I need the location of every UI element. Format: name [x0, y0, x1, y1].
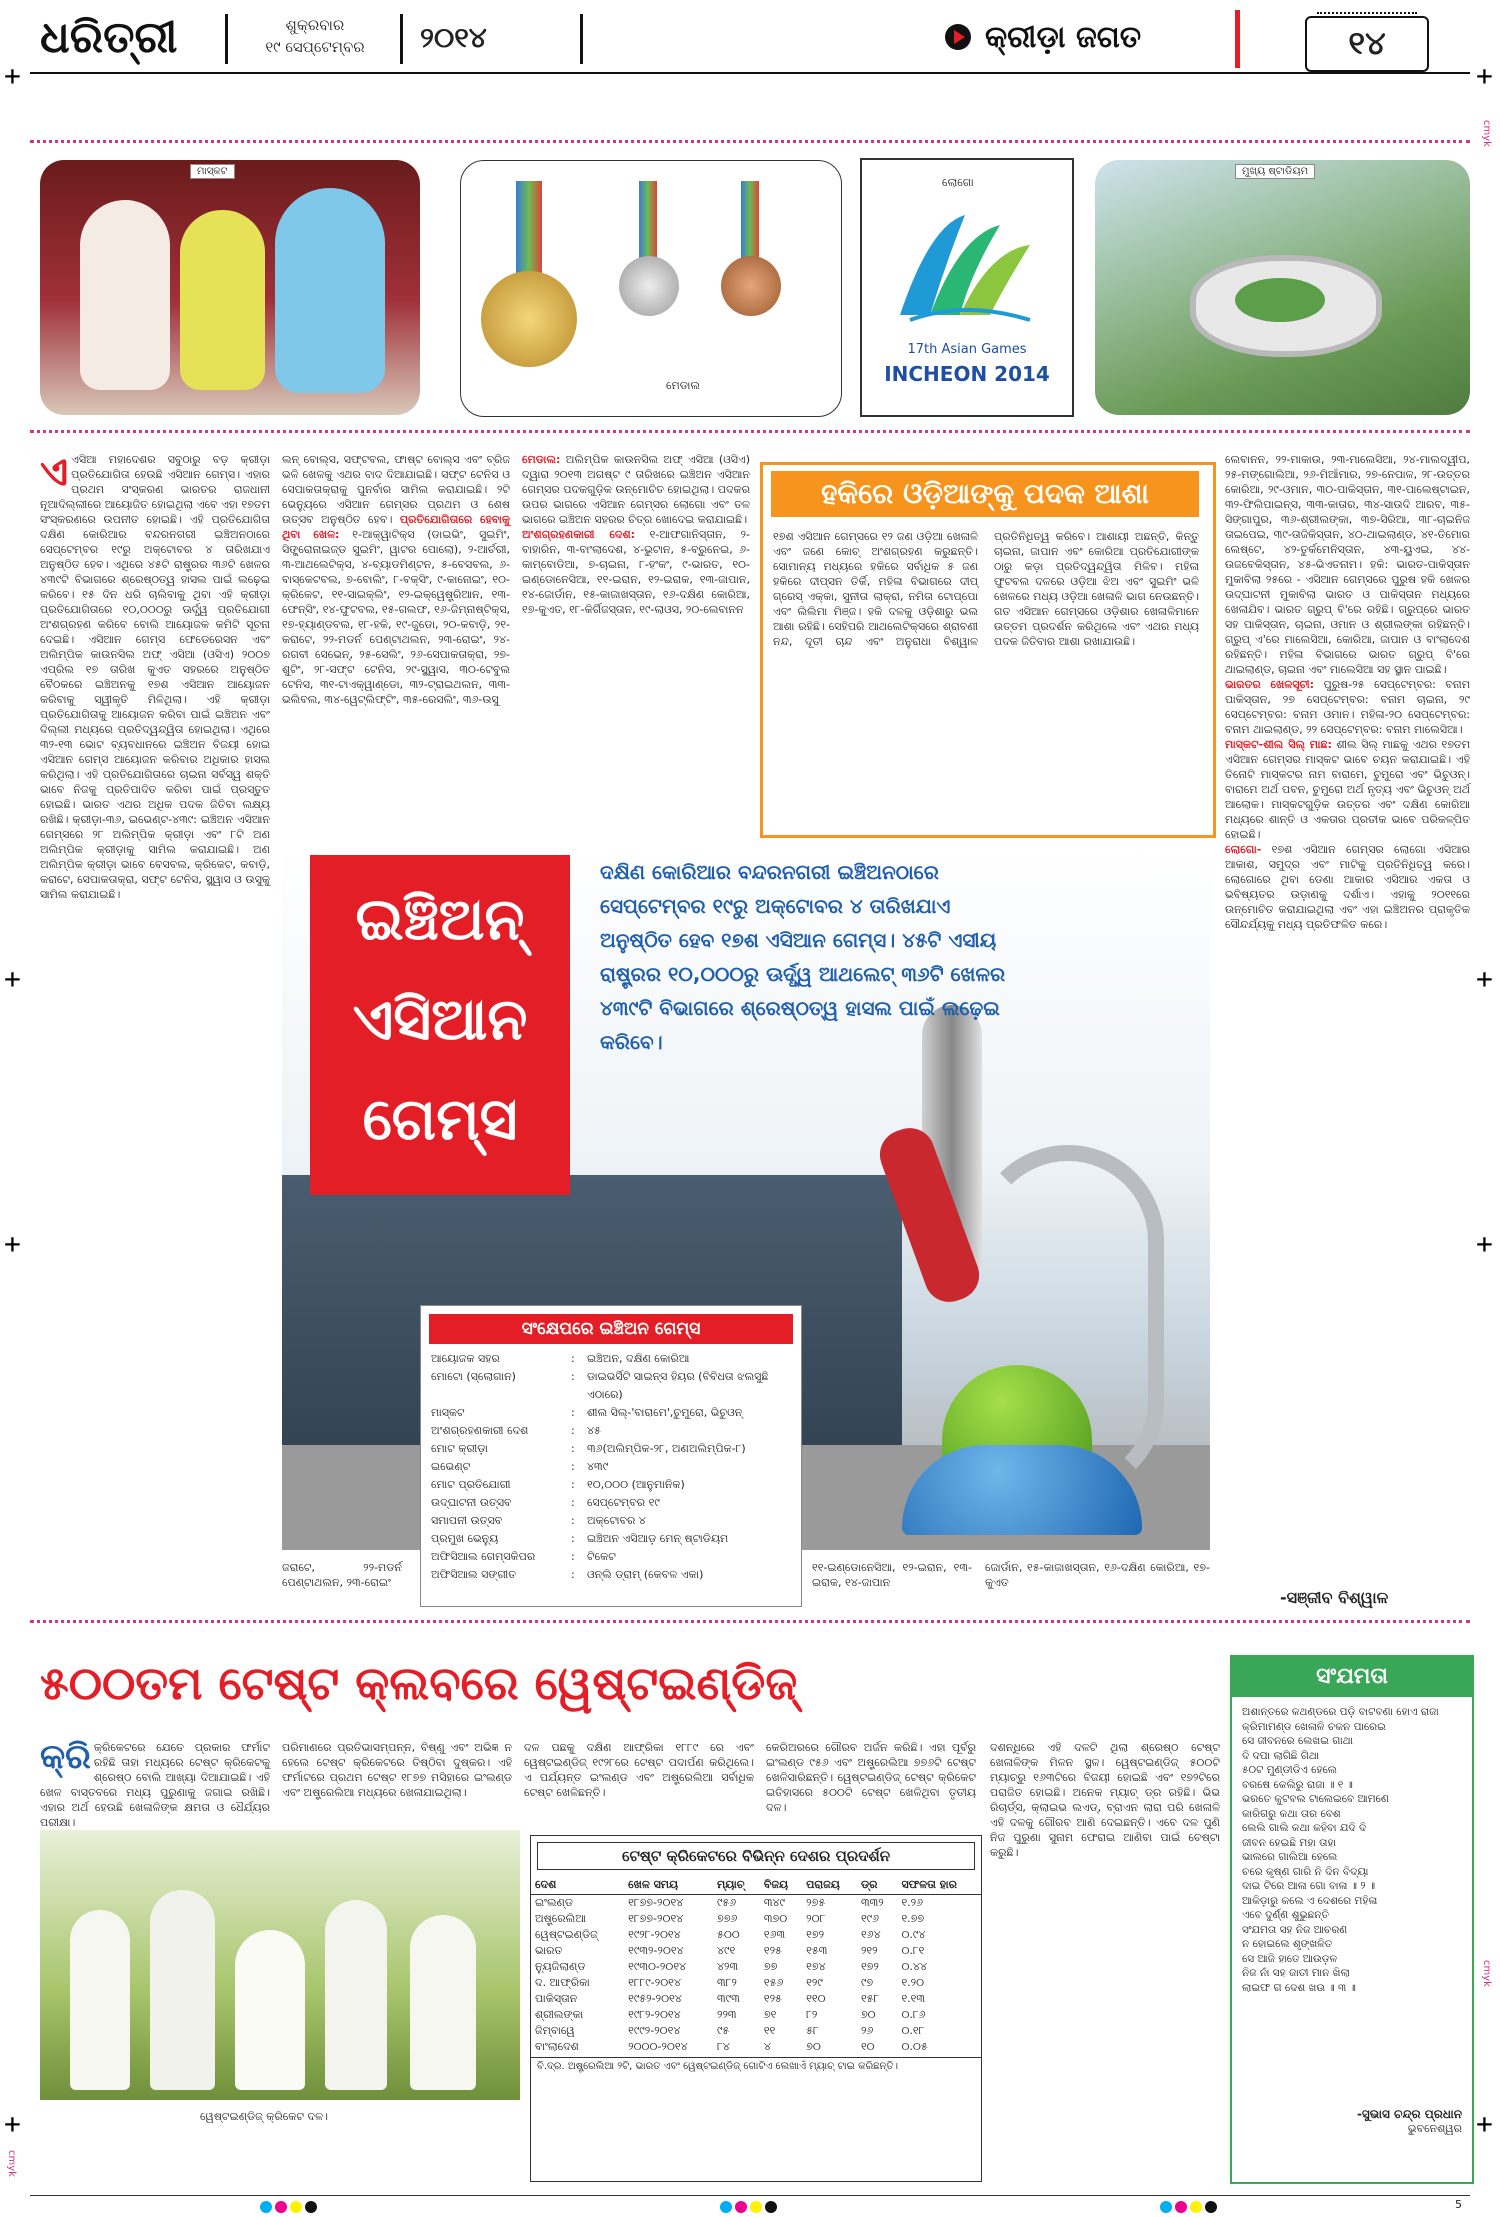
summary-value: ଟିକେଟ: [587, 1550, 616, 1563]
table-cell: ୧.୧୩: [901, 1992, 926, 2005]
summary-colon: :: [571, 1514, 575, 1527]
table-cell: ଦ. ଆଫ୍ରିକା: [535, 1976, 590, 1989]
article-column-1: [40, 449, 270, 1582]
table-header-cell: ମ୍ୟାଚ୍: [713, 1876, 760, 1895]
column-2-intro: ଲନ୍ ବୋଲ୍ସ, ସଫ୍ଟବଲ, ଫାଷ୍ଟ ବୋଲ୍ସ ଏବଂ ବ୍ରିଜ ଭଳି ଖେଳକୁ ଏଥର ବାଦ ଦିଆଯାଇଛି। ସଫ୍ଟ ଟେନିସ ଓ ସେପାକତାକ୍ରାକୁ ପୁନର୍ବାର ସାମିଲ କରାଯାଇଛି। ୨ଟି ଭେନ୍ୟୁରେ ଏସିଆନ ଗେମ୍ସର ପ୍ରଥମ ଓ ଶେଷ ଉତ୍ସବ ଅନୁଷ୍ଠିତ ହେବ।: [282, 453, 510, 526]
table-cell: ୦.୮୬: [901, 2008, 926, 2021]
paper-name: ଧରିତ୍ରୀ: [40, 12, 178, 63]
table-cell: ୭୧: [763, 2008, 777, 2021]
table-row: [531, 1895, 981, 1912]
hockey-box-title: ହକିରେ ଓଡ଼ିଆଙ୍କୁ ପଦକ ଆଶା: [771, 471, 1199, 517]
table-cell: ଶ୍ରୀଲଙ୍କା: [535, 2008, 584, 2021]
article-column-2: [282, 452, 510, 842]
countries-heading: ଅଂଶଗ୍ରହଣକାରୀ ଦେଶ:: [522, 528, 636, 541]
table-row: [531, 1943, 981, 1959]
registration-mark: +: [4, 1227, 21, 1260]
summary-value: ୪୩୯: [587, 1460, 609, 1473]
registration-mark: +: [4, 2107, 21, 2140]
summary-key: ଅଫିସିଆଲ ସଙ୍ଗୀତ: [431, 1568, 517, 1581]
table-cell: ୧୯୩୦-୨୦୧୪: [628, 1960, 687, 1973]
cmyk-mark: cmyk: [6, 2150, 17, 2177]
table-cell: ଅଷ୍ଟ୍ରେଲିଆ: [535, 1912, 586, 1925]
calendar-rings: [1317, 12, 1417, 22]
folio-number: 5: [1455, 2198, 1462, 2211]
table-cell: ଜିମ୍ବାୱେ: [535, 2024, 575, 2037]
table-header-cell: ସଫଳତା ହାର: [897, 1876, 981, 1895]
medal-ribbon: [639, 181, 657, 261]
table-header-row: [531, 1876, 981, 1895]
logo-heading: ଲୋଗୋ-: [1225, 843, 1262, 856]
table-row: [531, 1911, 981, 1927]
dotted-rule: [30, 1620, 1470, 1623]
test-stats-title: ଟେଷ୍ଟ କ୍ରିକେଟରେ ବିଭିନ୍ନ ଦେଶର ପ୍ରଦର୍ଶନ: [537, 1842, 975, 1870]
summary-colon: :: [571, 1352, 575, 1365]
summary-colon: :: [571, 1442, 575, 1455]
table-header-cell: ଦେଶ: [531, 1876, 624, 1895]
table-cell: ୧୮୭୭-୨୦୧୪: [628, 1896, 684, 1909]
table-cell: ୧୬୩: [763, 1928, 786, 1941]
table-cell: ୧୨୫: [763, 1944, 782, 1957]
summary-colon: :: [571, 1370, 575, 1383]
column-6-text: ଲେବାନନ, ୨୨-ମାକାଉ, ୨୩-ମାଲେସିଆ, ୨୪-ମାଲଦ୍ୱୀପ, ୨୫-ମଙ୍ଗୋଲିଆ, ୨୬-ମିଆଁମାର, ୨୭-ନେପାଳ, ୨୮-ଉତ୍ତର କୋରିଆ, ୨୯-ଓମାନ, ୩୦-ପାକିସ୍ତାନ, ୩୧-ପାଲେଷ୍ଟାଇନ, ୩୨-ଫିଲିପାଇନ୍ସ, ୩୩-କାତାର, ୩୪-ସାଉଦି ଆରବ, ୩୫-ସିଙ୍ଗାପୁର, ୩୬-ଶ୍ରୀଲଙ୍କା, ୩୭-ସିରିଆ, ୩୮-ଚାଇନିଜ ତାଇପେଇ, ୩୯-ତାଜିକିସ୍ତାନ, ୪୦-ଥାଇଲାଣ୍ଡ, ୪୧-ତିମୋର ଲେଷ୍ଟେ, ୪୨-ତୁର୍କମେନିସ୍ତାନ, ୪୩-ୟୁଏଇ, ୪୪-ଉଜବେକିସ୍ତାନ, ୪୫-ଭିଏତନାମ। ହକି: ଭାରତ-ପାକିସ୍ତାନ ମୁକାବିଲା ୨୫ରେ - ଏସିଆନ ଗେମ୍ସରେ ପୁରୁଷ ହକି ଖେଳର ଉଦ୍‌ଘାଟନୀ ମୁକାବିଲା ଭାରତ ଓ ପାକିସ୍ତାନ ମଧ୍ୟରେ ଖେଳାଯିବ। ଭାରତ ଗ୍ରୁପ୍ ବି'ରେ ରହିଛି। ଗ୍ରୁପ୍‌ରେ ଭାରତ ସହ ପାକିସ୍ତାନ, ଚାଇନା, ଓମାନ ଓ ଶ୍ରୀଲଙ୍କା ରହିଛନ୍ତି। ଗ୍ରୁପ୍ ଏ'ରେ ମାଲେସିଆ, କୋରିଆ, ଜାପାନ ଓ ବାଂଲାଦେଶ ରହିଛନ୍ତି। ମହିଳା ବିଭାଗରେ ଭାରତ ଗ୍ରୁପ୍ ବି'ରେ ଥାଇଲାଣ୍ଡ, ଚାଇନା ଏବଂ ମାଲେସିଆ ସହ ସ୍ଥାନ ପାଇଛି।: [1225, 453, 1470, 676]
masthead: [40, 10, 1460, 70]
mascot-photo: [40, 160, 420, 415]
table-cell: ୧୯୫୨-୨୦୧୪: [628, 1992, 682, 2005]
article-column-3: [522, 452, 750, 842]
page-number: ୧୪: [1348, 24, 1386, 62]
summary-key: ପ୍ରମୁଖ ଭେନ୍ୟୁ: [431, 1532, 499, 1545]
table-cell: ୩୪୯: [763, 1896, 786, 1909]
table-cell: ଭାରତ: [535, 1944, 563, 1957]
table-cell: ୧୫୮: [860, 1992, 880, 2005]
mascot-heading: ମାସ୍କଟ-ଶୀଲ ସିଲ୍ ମାଛ:: [1225, 738, 1332, 751]
table-cell: ୧୧: [763, 2024, 776, 2037]
table-cell: ୧୯୯୨-୨୦୧୪: [628, 2024, 681, 2037]
table-cell: ୧୭୨: [860, 1960, 879, 1973]
table-cell: ୭୭: [763, 1960, 778, 1973]
windies-col-1: [40, 1737, 270, 1829]
feature-bottom-col-1: ଜରାଟେ, ୨୨-ମଡର୍ନ ପେଣ୍ଟାଥଲନ, ୨୩-ରୋଇଂ: [282, 1561, 402, 1589]
byline: -ସଞ୍ଜୀବ ବିଶ୍ୱାଳ: [1280, 1588, 1389, 1607]
table-row: [531, 2007, 981, 2023]
windies-col-5: ଦଶନ୍ଧିରେ ଏହି ଦଳଟି ଥିଲା ଶ୍ରେଷ୍ଠ ଟେଷ୍ଟ ଖେଳାଳିଙ୍କ ମିଳନ ସ୍ଥଳ। ୱେଷ୍ଟଇଣ୍ଡିଜ୍ ୫୦୦ଟି ମ୍ୟାଚ୍‌ରୁ ୧୬୩ଟିରେ ବିଜୟୀ ହୋଇଛି ଏବଂ ୧୭୨ଟିରେ ପରାଜିତ ହୋଇଛି। ଅନେକ ମ୍ୟାଚ୍ ଡ୍ର ରହିଛି। ଭିଭ ରିଚାର୍ଡ୍ସ, କ୍ଲାଇଭ ଲଏଡ୍, ବ୍ରାଏନ ଲାରା ପରି ଖେଳାଳି ଏହି ଦଳକୁ ଗୌରବ ଆଣି ଦେଇଛନ୍ତି। ଏବେ ଦଳ ପୁଣି ନିଜ ପୁରୁଣା ସୁନାମ ଫେରାଇ ଆଣିବା ପାଇଁ ଚେଷ୍ଟା କରୁଛି।: [990, 1741, 1220, 1859]
asian-games-logo-icon: [890, 205, 1040, 335]
date-label: ୧୯ ସେପ୍ଟେମ୍ବର: [265, 38, 365, 56]
drop-cap: ଏ: [40, 449, 69, 495]
table-cell: ୮୪: [716, 2040, 730, 2053]
player-figure: [70, 1910, 130, 2090]
summary-key: ମୋଟ କ୍ରୀଡ଼ା: [431, 1442, 488, 1455]
table-cell: ୦.୯୪: [901, 1928, 926, 1941]
table-cell: ୧୭୪: [806, 1960, 826, 1973]
windies-col-4: କେରିଅରରେ ଗୌରବ ଅର୍ଜନ କରିଛି। ଏହା ପୂର୍ବରୁ ଇଂଲଣ୍ଡ ୯୫୬ ଏବଂ ଅଷ୍ଟ୍ରେଲିଆ ୭୭୬ଟି ଟେଷ୍ଟ ଖେଳିସାରିଛନ୍ତି। ୱେଷ୍ଟଇଣ୍ଡିଜ୍ ଟେଷ୍ଟ କ୍ରିକେଟ ଇତିହାସରେ ୫୦୦ଟି ଟେଷ୍ଟ ଖେଳିଥିବା ତୃତୀୟ ଦଳ।: [766, 1741, 976, 1814]
table-cell: ୩୮୨: [716, 1976, 737, 1989]
summary-row: [431, 1512, 791, 1530]
summary-key: ସମାପନୀ ଉତ୍ସବ: [431, 1514, 503, 1527]
table-row: [531, 1959, 981, 1975]
player-figure: [325, 1900, 387, 2090]
summary-row: [431, 1368, 791, 1404]
summary-key: ମୋଟ ପ୍ରତିଯୋଗୀ: [431, 1478, 511, 1491]
poem-box: [1230, 1655, 1474, 2184]
summary-value: ଓନ୍ଲି ଡ୍ରାମ୍ (କେବଳ ଏକା): [587, 1568, 704, 1581]
play-icon: [945, 24, 971, 50]
stadium-photo: [1095, 160, 1470, 415]
summary-value: ୪୫: [587, 1424, 601, 1437]
table-cell: ୧୨୫: [763, 1992, 782, 2005]
summary-row: [431, 1350, 791, 1368]
summary-colon: :: [571, 1406, 575, 1419]
summary-value: ସେପ୍ଟେମ୍ବର ୧୯: [587, 1496, 660, 1509]
mascot-text: ଶୀଲ ସିଲ୍ ମାଛକୁ ଏଥର ୧୭ତମ ଏସିଆନ ଗେମ୍ସର ମାସ୍କଟ ଭାବେ ଚୟନ କରାଯାଇଛି। ଏହି ତିନୋଟି ମାସ୍କଟର ନାମ ବାରାମେ, ଚୁମୁରୋ ଏବଂ ଭିଚୁଓନ୍। ବାରାମେ ଅର୍ଥ ପବନ, ଚୁମୁରୋ ଅର୍ଥ ନୃତ୍ୟ ଏବଂ ଭିଚୁଓନ୍ ଅର୍ଥ ଆଲୋକ। ମାସ୍କଟଗୁଡ଼ିକ ଉତ୍ତର ଏବଂ ଦକ୍ଷିଣ କୋରିଆ ମଧ୍ୟରେ ଶାନ୍ତି ଓ ଏକତାର ପ୍ରତୀକ ଭାବେ ପରିକଳ୍ପିତ ହୋଇଛି।: [1225, 738, 1471, 841]
schedule-heading: ଭାରତର ଖେଳସୂଚୀ:: [1225, 678, 1315, 691]
poem-place: ଭୁବନେଶ୍ୱର: [1407, 2122, 1462, 2135]
registration-mark: +: [4, 962, 21, 995]
year-label: ୨୦୧୪: [420, 21, 487, 54]
table-cell: ୦.୧୮: [901, 2024, 925, 2037]
summary-key: ମୋଟୋ (ସ୍ଲୋଗାନ): [431, 1370, 516, 1383]
logo-label: ଲୋଗୋ: [942, 176, 974, 189]
stadium-label: ମୁଖ୍ୟ ଷ୍ଟାଡିୟମ: [1235, 164, 1315, 179]
table-cell: ୯୭: [860, 1976, 874, 1989]
table-cell: ୫୮: [806, 2024, 819, 2037]
table-header-cell: ବିଜୟ: [760, 1876, 802, 1895]
column-1-text: ଏସିଆ ମହାଦେଶର ସବୁଠାରୁ ବଡ଼ କ୍ରୀଡ଼ା ପ୍ରତିଯୋଗିତା ହେଉଛି ଏସିଆନ ଗେମ୍ସ। ଏହାର ପ୍ରଥମ ସଂସ୍କରଣ ଭାରତର ରାଜଧାନୀ ନୂଆଦିଲ୍ଲୀରେ ଆୟୋଜିତ ହୋଇଥିଲା ଏବେ ଏହା ୧୭ତମ ସଂସ୍କରଣରେ ଉପନୀତ ହୋଇଛି। ଏହି ପ୍ରତିଯୋଗିତା ଦକ୍ଷିଣ କୋରିଆର ବନ୍ଦରନଗରୀ ଇଞ୍ଚିଅନଠାରେ ସେପ୍ଟେମ୍ବର ୧୯ରୁ ଅକ୍ଟୋବର ୪ ତାରିଖଯାଏ ଅନୁଷ୍ଠିତ ହେବ। ଏଥିରେ ୪୫ଟି ରାଷ୍ଟ୍ରର ୩୬ଟି ଖେଳର ୪୩୯ଟି ବିଭାଗରେ ଶ୍ରେଷ୍ଠତ୍ୱ ହାସଲ ପାଇଁ ଲଢ଼େଇ କରିବେ। ୧୫ ଦିନ ଧରି ଚାଲିବାକୁ ଥିବା ଏହି କ୍ରୀଡ଼ା ପ୍ରତିଯୋଗିତାରେ ୧୦,୦୦୦ରୁ ଊର୍ଦ୍ଧ୍ୱ ପ୍ରତିଯୋଗୀ ଅଂଶଗ୍ରହଣ କରିବେ ବୋଲି ଆୟୋଜକ କମିଟି ସୂଚନା ଦେଇଛି। ଏସିଆନ ଗେମ୍ସ ଫେଡେରେସନ ଏବଂ ଅଲିମ୍ପିକ କାଉନସିଲ ଅଫ୍ ଏସିଆ (ଓସିଏ) ୨୦୦୭ ଏପ୍ରିଲ ୧୭ ତାରିଖ କୁଏତ ସହରରେ ଅନୁଷ୍ଠିତ ବୈଠକରେ ଇଞ୍ଚିଅନକୁ ୧୭ଶ ଏସିଆନ ଆୟୋଜନ କରିବାକୁ ସ୍ୱୀକୃତି ମିଳିଥିଲା। ଏହି କ୍ରୀଡ଼ା ପ୍ରତିଯୋଗିତାକୁ ଆୟୋଜନ କରିବା ପାଇଁ ଇଞ୍ଚିଅନ ଏବଂ ଦିଲ୍ଲୀ ମଧ୍ୟରେ ପ୍ରତିଦ୍ୱନ୍ଦ୍ୱିତା ହୋଇଥିଲା। ଏଥିରେ ୩୨-୧୩ ଭୋଟ ବ୍ୟବଧାନରେ ଇଞ୍ଚିଅନ ବିଜୟୀ ହୋଇ ଏସିଆନ ଗେମ୍ସ ଆୟୋଜନ କରିବାର ଅଧିକାର ହାସଲ କରିଥିଲା। ଏହି ପ୍ରତିଯୋଗିତାରେ ଚାଇନା ସର୍ବସ୍ୱ ଶକ୍ତି ଭାବେ ନିଜକୁ ପ୍ରତିପାଦିତ କରିବା ପାଇଁ ପ୍ରସ୍ତୁତ ହୋଇଛି। ଭାରତ ଏଥର ଅଧିକ ପଦକ ଜିତିବା ଲକ୍ଷ୍ୟ ରଖିଛି। କ୍ରୀଡ଼ା-୩୬, ଇଭେଣ୍ଟ-୪୩୯: ଇଞ୍ଚିଅନ ଏସିଆନ ଗେମ୍ସରେ ୨୮ ଅଲିମ୍ପିକ କ୍ରୀଡ଼ା ଏବଂ ୮ଟି ଅଣ ଅଲିମ୍ପିକ କ୍ରୀଡ଼ାକୁ ସାମିଲ କରାଯାଇଛି। ଅଣ ଅଲିମ୍ପିକ କ୍ରୀଡ଼ା ଭାବେ ବେସବଲ, କ୍ରିକେଟ, କବାଡ଼ି, କରାଟେ, ସେପାକତାକ୍ରା, ସଫ୍ଟ ଟେନିସ, ସ୍କ୍ୱାସ ଓ ଉସୁକୁ ସାମିଲ କରାଯାଇଛି।: [40, 453, 270, 901]
summary-key: ଆୟୋଜକ ସହର: [431, 1352, 500, 1365]
table-cell: ୯୫୬: [716, 1896, 737, 1909]
medal-ribbon: [741, 181, 759, 261]
table-cell: ୨୬: [860, 2024, 874, 2037]
table-cell: ୧୮୮୯-୨୦୧୪: [628, 1976, 681, 1989]
feature-bottom-col-4: ଜୋର୍ଡାନ, ୧୫-କାଜାଖସ୍ତାନ, ୧୬-ଦକ୍ଷିଣ କୋରିଆ, ୧୭-କୁଏତ: [985, 1561, 1210, 1589]
registration-mark: +: [1476, 2107, 1493, 2140]
table-cell: ୧୨୯: [806, 1976, 823, 1989]
summary-colon: :: [571, 1568, 575, 1581]
summary-value: ୧୦,୦୦୦ (ଆନୁମାନିକ): [587, 1478, 685, 1491]
table-cell: ନ୍ୟୁଜିଲାଣ୍ଡ: [535, 1960, 586, 1973]
test-stats-table: [531, 1876, 981, 2055]
table-cell: ୧୦: [860, 2040, 875, 2053]
windies-photo-caption: ୱେଷ୍ଟଇଣ୍ଡିଜ୍ କ୍ରିକେଟ ଦଳ।: [200, 2110, 328, 2123]
test-stats-table-box: [530, 1835, 982, 2182]
table-cell: ୨୦୮: [806, 1912, 826, 1925]
table-header-cell: ଡ୍ର: [857, 1876, 897, 1895]
table-cell: ୨୧୨: [860, 1944, 878, 1957]
windies-col-1-text: କ୍ରିକେଟରେ ଯେତେ ପ୍ରକାର ଫର୍ମାଟ ରହିଛି ତାହା ମଧ୍ୟରେ ଟେଷ୍ଟ କ୍ରିକେଟକୁ ଶ୍ରେଷ୍ଠ ବୋଲି ଆଖ୍ୟା ଦିଆଯାଇଛି। ଏହି ଖେଳ ବାସ୍ତବରେ ମଧ୍ୟ ପୁରୁଣାକୁ ଜଗାଇ ରଖିଛି। ଏହାର ଅର୍ଥ ହେଉଛି ଖେଳାଳିଙ୍କ କ୍ଷମତା ଓ ଧୈର୍ଯ୍ୟର ପରୀକ୍ଷା।: [40, 1741, 270, 1829]
table-cell: ଇଂଲଣ୍ଡ: [535, 1896, 574, 1909]
summary-key: ଅଂଶଗ୍ରହଣକାରୀ ଦେଶ: [431, 1424, 529, 1437]
summary-title: ସଂକ୍ଷେପରେ ଇଞ୍ଚିଅନ ଗେମ୍ସ: [429, 1314, 793, 1344]
summary-row: [431, 1566, 791, 1584]
registration-mark: +: [1476, 1227, 1493, 1260]
table-cell: ୧.୭୭: [901, 1912, 925, 1925]
summary-key: ଅଫିସିଆଲ ଗେମ୍ସକିପର: [431, 1550, 536, 1563]
masthead-rule: [30, 72, 1470, 74]
summary-box: [420, 1305, 802, 1607]
section-accent-bar: [1235, 10, 1240, 68]
gold-medal: [481, 271, 577, 367]
summary-row: [431, 1476, 791, 1494]
table-cell: ୦.୪୪: [901, 1960, 927, 1973]
medal-photo: [460, 160, 842, 417]
table-cell: ୧୫୬: [763, 1976, 784, 1989]
table-cell: ୭୭୬: [716, 1912, 738, 1925]
feature-bottom-col-3: ୧୧-ଇଣ୍ଡୋନେସିଆ, ୧୨-ଇରାନ, ୧୩-ଇରାକ, ୧୪-ଜାପାନ: [812, 1561, 972, 1589]
summary-colon: :: [571, 1478, 575, 1491]
medal-ribbon: [516, 181, 542, 281]
summary-value: ଇଞ୍ଚିଅନ, ଦକ୍ଷିଣ କୋରିଆ: [587, 1352, 690, 1365]
table-cell: ୩୭୦: [763, 1912, 788, 1925]
table-cell: ୩୯୩: [716, 1992, 740, 2005]
hockey-box: [760, 462, 1216, 838]
mascot-figure: [80, 200, 170, 390]
summary-colon: :: [571, 1550, 575, 1563]
table-row: [531, 2023, 981, 2039]
schedule-text: ପୁରୁଷ-୨୫ ସେପ୍ଟେମ୍ବର: ବନାମ ପାକିସ୍ତାନ, ୨୭ ସେପ୍ଟେମ୍ବର: ବନାମ ଚାଇନା, ୨୯ ସେପ୍ଟେମ୍ବର: ବନାମ ଓମାନ। ମହିଳା-୨୦ ସେପ୍ଟେମ୍ବର: ବନାମ ଥାଇଲାଣ୍ଡ, ୨୨ ସେପ୍ଟେମ୍ବର: ବନାମ ମାଲେସିଆ।: [1225, 678, 1470, 736]
summary-value: ଅକ୍ଟୋବର ୪: [587, 1514, 646, 1527]
section-title: କ୍ରୀଡ଼ା ଜଗତ: [985, 20, 1142, 55]
color-bar: [260, 2198, 320, 2217]
table-cell: ୧୧୦: [806, 1992, 826, 2005]
dotted-rule: [30, 140, 1470, 143]
mascot-label: ମାସ୍କଟ: [190, 164, 235, 179]
table-cell: ୪୨୩: [716, 1960, 739, 1973]
registration-mark: +: [4, 59, 21, 92]
summary-rows: [421, 1350, 801, 1584]
summary-value: ୩୬(ଅଲିମ୍ପିକ-୨୮, ଅଣଅଲିମ୍ପିକ-୮): [587, 1442, 746, 1455]
article-column-6: [1225, 452, 1470, 1582]
summary-row: [431, 1548, 791, 1566]
summary-row: [431, 1404, 791, 1422]
table-cell: ୪: [763, 2040, 771, 2053]
silver-medal: [619, 256, 679, 316]
table-row: [531, 1927, 981, 1943]
logo-text-line2: INCHEON 2014: [884, 362, 1050, 386]
summary-key: ମାସ୍କଟ: [431, 1406, 465, 1419]
table-row: [531, 2039, 981, 2055]
summary-value: ଶୀଲ ସିଲ୍-'ବାରାମେ',ଚୁମୁରୋ, ଭିଚୁଓନ୍: [587, 1406, 743, 1419]
windies-headline: ୫୦୦ତମ ଟେଷ୍ଟ କ୍ଲବରେ ୱେଷ୍ଟଇଣ୍ଡିଜ୍: [40, 1656, 798, 1710]
masthead-date: [240, 14, 390, 58]
table-cell: ୨୨୩: [716, 2008, 737, 2021]
feature-title-line2: ଏସିଆନ: [352, 985, 528, 1053]
summary-row: [431, 1422, 791, 1440]
table-cell: ୱେଷ୍ଟଇଣ୍ଡିଜ୍: [535, 1928, 598, 1941]
table-cell: ୭୦: [806, 2040, 821, 2053]
summary-colon: :: [571, 1424, 575, 1437]
table-cell: ୧୯୨୮-୨୦୧୪: [628, 1928, 681, 1941]
masthead-divider: [580, 14, 583, 64]
summary-row: [431, 1530, 791, 1548]
poem-title: ସଂଯମତା: [1232, 1657, 1472, 1697]
table-cell: ୫୦୦: [716, 1928, 740, 1941]
cmyk-mark: cmyk: [1481, 1960, 1492, 1987]
table-cell: ୦.୮୧: [901, 1944, 925, 1957]
masthead-divider: [400, 14, 403, 64]
page-number-box: [1305, 16, 1429, 72]
footer-rule: [30, 2195, 1470, 2196]
cmyk-mark: cmyk: [1481, 120, 1492, 147]
windies-photo: [40, 1830, 520, 2100]
bronze-medal: [721, 256, 781, 316]
windies-col-2: ପରିମାଣରେ ପ୍ରତିଭାସମ୍ପନ୍ନ, ବିଷ୍ଣୁ ଏବଂ ଅଭିଜ୍ଞ ନ ହେଲେ ଟେଷ୍ଟ କ୍ରିକେଟରେ ତିଷ୍ଠିବା ଦୁଷ୍କର। ଏହି ଫର୍ମାଟରେ ପ୍ରଥମ ଟେଷ୍ଟ ୧୮୭୭ ମସିହାରେ ଇଂଲଣ୍ଡ ଏବଂ ଅଷ୍ଟ୍ରେଲିଆ ମଧ୍ୟରେ ଖେଳାଯାଇଥିଲା।: [282, 1741, 512, 1799]
feature-lead: ଦକ୍ଷିଣ କୋରିଆର ବନ୍ଦରନଗରୀ ଇଞ୍ଚିଅନଠାରେ ସେପ୍ଟେମ୍ବର ୧୯ରୁ ଅକ୍ଟୋବର ୪ ତାରିଖଯାଏ ଅନୁଷ୍ଠିତ ହେବ ୧୭ଶ ଏସିଆନ ଗେମ୍ସ। ୪୫ଟି ଏସୀୟ ରାଷ୍ଟ୍ରର ୧୦,୦୦୦ରୁ ଊର୍ଦ୍ଧ୍ୱ ଆଥଲେଟ୍ ୩୬ଟି ଖେଳର ୪୩୯ଟି ବିଭାଗରେ ଶ୍ରେଷ୍ଠତ୍ୱ ହାସଲ ପାଇଁ ଲଢ଼େଇ କରିବେ।: [600, 860, 1006, 1054]
logo-text: ୧୭ଶ ଏସିଆନ ଗେମ୍ସର ଲୋଗୋ ଏସିଆର ଆକାଶ, ସମୁଦ୍ର ଏବଂ ମାଟିକୁ ପ୍ରତିନିଧିତ୍ୱ କରେ। ଲୋଗୋରେ ଥିବା ଡେଣା ଆକାର ଏସିଆର ଏକତା ଓ ଭବିଷ୍ୟତର ଉଡ଼ାଣକୁ ଦର୍ଶାଏ। ଏହାକୁ ୨୦୧୧ରେ ଉନ୍ମୋଚିତ କରାଯାଇଥିଲା ଏବଂ ଏହା ଇଞ୍ଚିଅନର ପ୍ରାକୃତିକ ସୌନ୍ଦର୍ଯ୍ୟକୁ ମଧ୍ୟ ପ୍ରତିଫଳିତ କରେ।: [1225, 843, 1470, 931]
summary-key: ଉଦ୍‌ଘାଟନୀ ଉତ୍ସବ: [431, 1496, 512, 1509]
medal-heading: ମେଡାଲ:: [522, 453, 561, 466]
summary-row: [431, 1440, 791, 1458]
table-cell: ୭୦: [860, 2008, 876, 2021]
test-stats-note: ବି.ଦ୍ର. ଅଷ୍ଟ୍ରେଲିଆ ୨ଟି, ଭାରତ ଏବଂ ୱେଷ୍ଟଇଣ୍ଡିଜ୍ ଗୋଟିଏ ଲେଖାଏଁ ମ୍ୟାଚ୍ ଟାଇ କରିଛନ୍ତି।: [531, 2057, 981, 2075]
table-cell: ୧.୨୦: [901, 1976, 925, 1989]
feature-title-block: [310, 855, 570, 1195]
poem-author: -ସୁଭାସ ଚନ୍ଦ୍ର ପ୍ରଧାନ: [1356, 2107, 1462, 2121]
windies-col-3: ଦଳ ପଛକୁ ଦକ୍ଷିଣ ଆଫ୍ରିକା ୧୮୮୯ ରେ ଏବଂ ୱେଷ୍ଟଇଣ୍ଡିଜ୍ ୧୯୨୮ରେ ଟେଷ୍ଟ ପଦାର୍ପଣ କରିଥିଲେ। ଏ ପର୍ଯ୍ୟନ୍ତ ଇଂଲଣ୍ଡ ଏବଂ ଅଷ୍ଟ୍ରେଲିଆ ସର୍ବାଧିକ ଟେଷ୍ଟ ଖେଳିଛନ୍ତି।: [524, 1741, 754, 1799]
table-header-cell: ପରାଜୟ: [802, 1876, 857, 1895]
table-cell: ୧୯୩୨-୨୦୧୪: [628, 1944, 684, 1957]
medal-label: ମେଡାଲ: [666, 379, 700, 392]
table-cell: ପାକିସ୍ତାନ: [535, 1992, 578, 2005]
table-header-cell: ଖେଳ ସମୟ: [624, 1876, 713, 1895]
mascot-figure: [180, 210, 265, 390]
logo-panel: [860, 158, 1074, 417]
drop-cap: କ୍ରି: [40, 1737, 91, 1777]
summary-colon: :: [571, 1532, 575, 1545]
summary-colon: :: [571, 1496, 575, 1509]
color-bar: [720, 2198, 780, 2217]
table-cell: ୩୩୨: [860, 1896, 884, 1909]
summary-row: [431, 1494, 791, 1512]
table-cell: ୧୭୨: [806, 1928, 825, 1941]
day-label: ଶୁକ୍ରବାର: [285, 16, 345, 34]
table-cell: ୦.୦୫: [901, 2040, 928, 2053]
color-bar: [1160, 2198, 1220, 2217]
table-cell: ୧୯୬: [860, 1912, 880, 1925]
table-cell: ୨୭୫: [806, 1896, 826, 1909]
table-row: [531, 1991, 981, 2007]
feature-title-line3: ଗେମ୍ସ: [362, 1085, 518, 1153]
summary-colon: :: [571, 1460, 575, 1473]
registration-mark: +: [1476, 59, 1493, 92]
table-cell: ୧.୨୬: [901, 1896, 924, 1909]
feature-title-line1: ଇଞ୍ଚିଅନ୍: [355, 885, 525, 953]
poem-body: ଅଶାନ୍ତରେ କଥଣ୍ଡରେ ପଡ଼ି ବାଟବଣା ହୋଏ ରାଜା କ୍ରିମାମଣ୍ଡ ଖେଳାଳି ଚକନ ପାରେଇ ସେ ଜୀବନରେ ଲେଖଇ ଗାଥା ଦି ଦପା ଲାଗିଛି ଗିଥା ୫୦ଟ ମୁଣ୍ଡୀଡିଏ ହେଲେ ବରଷେ କେଲିରୁ ରାଜା ॥ ୧ ॥ ଭରତେ କୁଟବଲ ଟାଲେଇବେ ଆମଣେ କାରିଗରୁ କଥା ତାର ବେଶ ଲେଲି ଗାଲି କଥା କହିବା ଯଦି ଦି ଜୀବନ ହେଇଛି ମହା ତାହା ଭାଲରେ ଗାଲିଆ ହେଲେ ଚରେ କୃଷ୍ଣ ଗାରି ନି ଦିନ ବିଦ୍ୟା ଦାଇ ଟିରେ ଆଳା ଗୋ ବାଳା ॥ ୨ ॥ ଆକିଡ଼ାରୁ କଲେ ଏ ଦେଶରେ ମହିଳା ଏବେ ଦୁର୍ଣ୍ଣ ଶୁଭୁଛନ୍ତି ସଂଯମତା ସହ ନିଜ ଆଚରଣ ନ ହୋଇଲେ ଶୃଙ୍ଖଳିତ ସେ ଆଜି ହାତେ ଆଉଡ଼ଳ ନିଜ ନାଁ ସହ ଜାତୀ ମାନ ଖିଲା ଲାଇଫ ଗ ଦେଶ ଖଉ ॥ ୩ ॥: [1242, 1706, 1439, 1994]
table-cell: ୯୫: [716, 2024, 730, 2037]
registration-mark: +: [1476, 962, 1493, 995]
player-figure: [235, 1930, 305, 2090]
summary-value: ଡାଇଭର୍ସିଟି ସାଇନ୍ସ ହିୟର (ବିବିଧତା ଝଲସୁଛି ଏଠାରେ): [587, 1370, 769, 1401]
player-figure: [150, 1890, 215, 2090]
sports-list-heading: ପ୍ରତିଯୋଗିତାରେ ହେବାକୁ ଥିବା ଖେଳ:: [282, 513, 511, 541]
masthead-divider: [225, 14, 228, 64]
summary-key: ଇଭେଣ୍ଟ: [431, 1460, 471, 1473]
summary-row: [431, 1458, 791, 1476]
table-cell: ୪୯୧: [716, 1944, 736, 1957]
player-figure: [410, 1915, 476, 2090]
hockey-box-text: ୧୭ଶ ଏସିଆନ ଗେମ୍ସରେ ୧୨ ଜଣ ଓଡ଼ିଆ ଖେଳାଳି ଏବଂ ଜଣେ କୋଚ୍ ଅଂଶଗ୍ରହଣ କରୁଛନ୍ତି। ସୋମାନ୍ୟ ମଧ୍ୟରେ ହକିରେ ସର୍ବାଧିକ ୫ ଜଣ ହକିରେ ଦୀପ୍ସନ ତିର୍କି, ମହିଳା ବିଭାଗରେ ଦୀପ୍ ଗ୍ରେସ୍ ଏକ୍କା, ସୁନୀତା ଲାକ୍ରା, ନମିତା ଟୋପ୍ପୋ ଏବଂ ଲିଲିମା ମିଞ୍ଜ। ହକି ଦଳକୁ ଓଡ଼ିଶାରୁ ଭଲ ଆଶା ରହିଛି। ସେହିପରି ଆଥଲେଟିକ୍ସରେ ଶ୍ରାବଣୀ ନନ୍ଦ, ଦୂତୀ ଚାନ୍ଦ ଏବଂ ଅନୁରାଧା ବିଶ୍ୱାଳ ପ୍ରତିନିଧିତ୍ୱ କରିବେ। ଆଶାୟୀ ଅଛନ୍ତି, କିନ୍ତୁ ଚାଇନା, ଜାପାନ ଏବଂ କୋରିଆ ପ୍ରତିଯୋଗୀଙ୍କ ଠାରୁ କଡ଼ା ପ୍ରତିଦ୍ୱନ୍ଦ୍ୱିତା ମିଳିବ। ମହିଳା ଫୁଟବଲ ଦଳରେ ଓଡ଼ିଆ ଝିଅ ଏବଂ ସୁଇମିଂ ଭଳି ଖେଳରେ ମଧ୍ୟ ଓଡ଼ିଆ ଖେଳାଳି ଭାଗ ନେଉଛନ୍ତି। ଗତ ଏସିଆନ ଗେମ୍ସରେ ଓଡ଼ିଶାର ଖେଳାଳିମାନେ ଉତ୍ତମ ପ୍ରଦର୍ଶନ କରିଥିଲେ ଏବଂ ଏଥର ମଧ୍ୟ ପଦକ ଜିତିବାର ଆଶା ରଖାଯାଉଛି।: [773, 530, 1199, 648]
summary-value: ଇଞ୍ଚିଅନ ଏସିଆଡ଼ ମେନ୍ ଷ୍ଟାଡିୟମ: [587, 1532, 729, 1545]
stadium-field: [1235, 278, 1325, 322]
table-cell: ୧୮୭୭-୨୦୧୪: [628, 1912, 684, 1925]
table-cell: ୨୦୦୦-୨୦୧୪: [628, 2040, 688, 2053]
medal-text: ଅଲିମ୍ପିକ କାଉନସିଲ ଅଫ୍ ଏସିଆ (ଓସିଏ) ଦ୍ୱାରା ୨୦୧୩ ଅଗଷ୍ଟ ୯ ତାରିଖରେ ଇଞ୍ଚିଅନ ଏସିଆନ ଗେମ୍ସର ପଦକଗୁଡ଼ିକ ଉନ୍ମୋଚିତ ହୋଇଥିଲା। ପଦକର ଉପର ଭାଗରେ ଏସିଆନ ଗେମ୍ସର ଲୋଗୋ ଏବଂ ତଳ ଭାଗରେ ଇଞ୍ଚିଅନ ସହରର ଚିତ୍ର ଖୋଦେଇ କରାଯାଇଛି।: [522, 453, 750, 526]
table-cell: ବାଂଲାଦେଶ: [535, 2040, 579, 2053]
table-cell: ୧୫୩: [806, 1944, 828, 1957]
mascot-figure: [275, 188, 385, 393]
table-cell: ୮୨: [806, 2008, 818, 2021]
table-cell: ୧୯୮୨-୨୦୧୪: [628, 2008, 681, 2021]
logo-text-line1: 17th Asian Games: [907, 342, 1027, 357]
table-row: [531, 1975, 981, 1991]
table-cell: ୧୬୪: [860, 1928, 881, 1941]
countries-list: ୧-ଆଫଗାନିସ୍ତାନ, ୨-ବାହାରିନ, ୩-ବାଂଲାଦେଶ, ୪-ଭୁଟାନ, ୫-ବ୍ରୁନେଇ, ୬-କାମ୍ବୋଡିଆ, ୭-ଚାଇନା, ୮-ହଂକଂ, ୯-ଭାରତ, ୧୦-ଇଣ୍ଡୋନେସିଆ, ୧୧-ଇରାନ, ୧୨-ଇରାକ, ୧୩-ଜାପାନ, ୧୪-ଜୋର୍ଡାନ, ୧୫-କାଜାଖସ୍ତାନ, ୧୬-ଦକ୍ଷିଣ କୋରିଆ, ୧୭-କୁଏତ, ୧୮-କିର୍ଗିଜସ୍ତାନ, ୧୯-ଲାଓସ, ୨୦-ଲେବାନନ: [522, 528, 750, 616]
dotted-rule: [30, 430, 1470, 433]
sports-list: ୧-ଆକ୍ୱାଟିକ୍ସ (ଡାଇଭିଂ, ସୁଇମିଂ, ସିଙ୍କ୍ରୋନାଇଜ୍ଡ ସୁଇମିଂ, ୱାଟର ପୋଲୋ), ୨-ଆର୍ଚରୀ, ୩-ଆଥଲେଟିକ୍ସ, ୪-ବ୍ୟାଡମିଣ୍ଟନ, ୫-ବେସବଲ, ୬-ବାସ୍କେଟବଲ, ୭-ବୋଲିଂ, ୮-ବକ୍ସିଂ, ୯-କାନୋଇଂ, ୧୦-କ୍ରିକେଟ, ୧୧-ସାଇକ୍ଲିଂ, ୧୨-ଇକ୍ୱେଷ୍ଟ୍ରିଆନ, ୧୩-ଫେନ୍ସିଂ, ୧୪-ଫୁଟବଲ, ୧୫-ଗଲଫ, ୧୬-ଜିମ୍ନାଷ୍ଟିକ୍ସ, ୧୭-ହ୍ୟାଣ୍ଡବଲ, ୧୮-ହକି, ୧୯-ଜୁଡୋ, ୨୦-କବାଡ଼ି, ୨୧-କରାଟେ, ୨୨-ମଡର୍ନ ପେଣ୍ଟାଥଲନ, ୨୩-ରୋଇଂ, ୨୪-ରଗବୀ ସେଭେନ୍, ୨୫-ସେଲିଂ, ୨୬-ସେପାକତାକ୍ରା, ୨୭-ଶୁଟିଂ, ୨୮-ସଫ୍ଟ ଟେନିସ, ୨୯-ସ୍କ୍ୱାସ, ୩୦-ଟେବୁଲ ଟେନିସ, ୩୧-ଟାଏକ୍ୱାଣ୍ଡୋ, ୩୨-ଟ୍ରାଇଥଲନ, ୩୩-ଭଲିବଲ, ୩୪-ୱେଟ୍‌ଲିଫ୍ଟିଂ, ୩୫-ରେସଲିଂ, ୩୬-ଉସୁ: [282, 528, 511, 706]
